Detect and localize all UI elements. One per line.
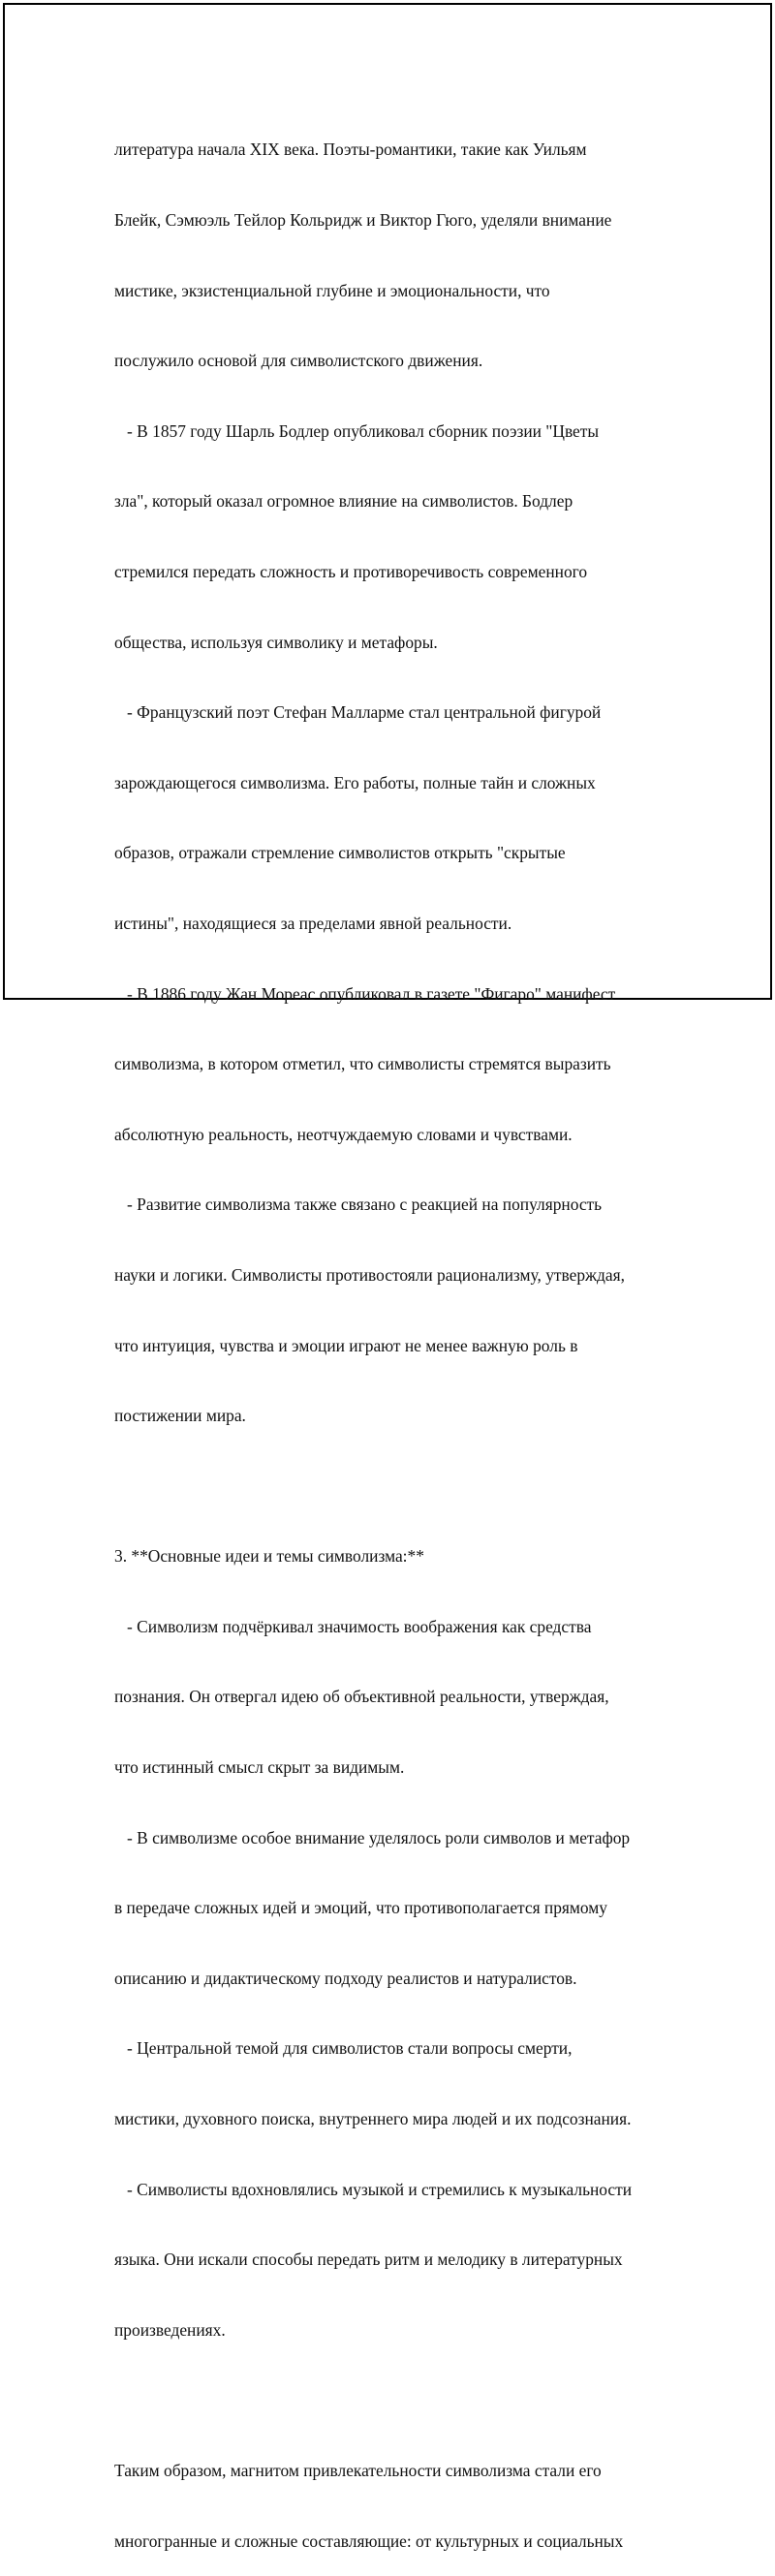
text-line: - Центральной темой для символистов стали вопросы смерти, [114, 2038, 573, 2059]
text-line: науки и логики. Символисты противостояли рационализму, утверждая, [114, 1264, 625, 1285]
text-line: познания. Он отвергал идею об объективной реальности, утверждая, [114, 1687, 609, 1707]
text-line: зарождающегося символизма. Его работы, полные тайн и сложных [114, 772, 596, 792]
text-line: - В символизме особое внимание уделялось роли символов и метафор [114, 1827, 631, 1847]
text-line: - В 1857 году Шарль Бодлер опубликовал сборник поэзии "Цветы [114, 420, 600, 441]
text-line: что интуиция, чувства и эмоции играют не менее важную роль в [114, 1335, 578, 1355]
text-line: истины", находящиеся за пределами явной реальности. [114, 913, 512, 933]
text-line: многогранные и сложные составляющие: от культурных и социальных [114, 2530, 624, 2551]
text-line: постижении мира. [114, 1406, 246, 1426]
text-line: образов, отражали стремление символистов открыть "скрытые [114, 843, 566, 863]
text-line: описанию и дидактическому подходу реалистов и натуралистов. [114, 1968, 577, 1988]
text-line: литература начала XIX века. Поэты-романтики, такие как Уильям [114, 140, 587, 160]
text-line: в передаче сложных идей и эмоций, что противополагается прямому [114, 1898, 607, 1918]
text-line: произведениях. [114, 2319, 226, 2340]
document-body [114, 91, 696, 2576]
blank-line [114, 2388, 696, 2411]
text-line: - Символизм подчёркивал значимость воображения как средства [114, 1616, 592, 1636]
text-line: общества, используя символику и метафоры. [114, 632, 438, 652]
text-line: Таким образом, магнитом привлекательности символизма стали его [114, 2461, 602, 2480]
text-line: - Развитие символизма также связано с реакцией на популярность [114, 1195, 603, 1215]
text-line: зла", который оказал огромное влияние на символистов. Бодлер [114, 491, 574, 512]
text-line: Блейк, Сэмюэль Тейлор Кольридж и Виктор Гюго, уделяли внимание [114, 210, 612, 230]
text-line: мистике, экзистенциальной глубине и эмоциональности, что [114, 280, 550, 300]
text-line: символизма, в котором отметил, что символисты стремятся выразить [114, 1054, 611, 1074]
text-line: - В 1886 году Жан Мореас опубликовал в газете "Фигаро" манифест [114, 983, 616, 1004]
text-line: - Французский поэт Стефан Малларме стал центральной фигурой [114, 702, 602, 723]
text-line: - Символисты вдохновлялись музыкой и стремились к музыкальности [114, 2179, 633, 2199]
text-line: языка. Они искали способы передать ритм и мелодику в литературных [114, 2250, 623, 2270]
text-line: мистики, духовного поиска, внутреннего мира людей и их подсознания. [114, 2109, 632, 2129]
text-line: послужило основой для символистского движения. [114, 351, 483, 371]
text-line: абсолютную реальность, неотчуждаемую словами и чувствами. [114, 1124, 573, 1144]
blank-line [114, 1474, 696, 1498]
text-line: стремился передать сложность и противоречивость современного [114, 561, 588, 581]
text-line: что истинный смысл скрыт за видимым. [114, 1757, 405, 1778]
section-heading: 3. **Основные идеи и темы символизма:** [114, 1546, 424, 1567]
